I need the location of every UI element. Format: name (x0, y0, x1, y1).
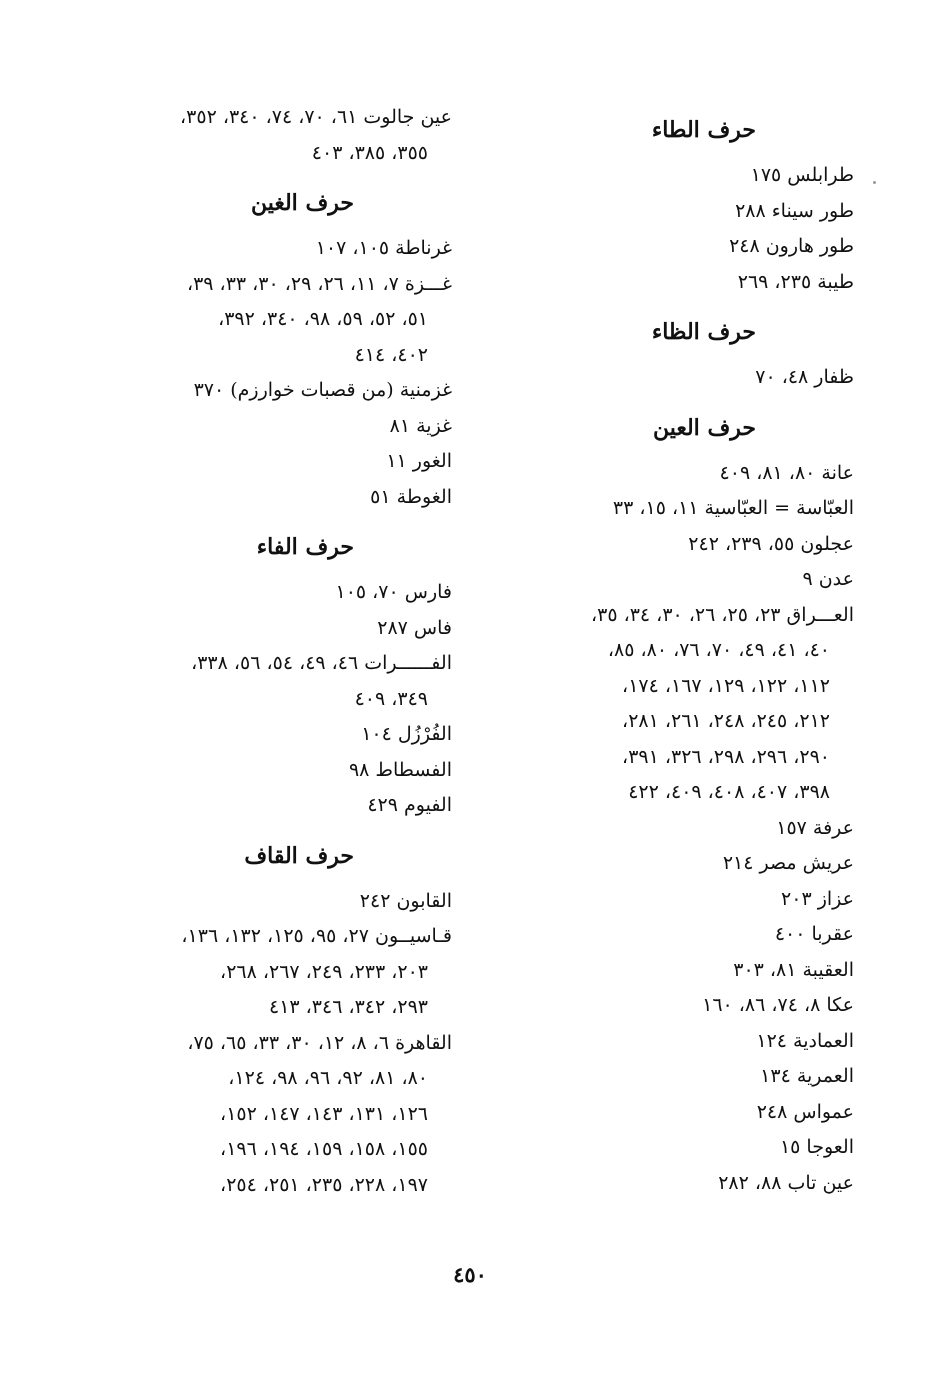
index-entry-line: الفــــــرات ٤٦، ٤٩، ٥٤، ٥٦، ٣٣٨، (191, 652, 452, 674)
index-entry (100, 717, 452, 753)
index-entry (100, 611, 452, 647)
index-entry-continuation: ١٥٥، ١٥٨، ١٥٩، ١٩٤، ١٩٦، (220, 1138, 428, 1160)
index-entry (100, 884, 452, 920)
section-heading: حرف الغين (250, 190, 354, 216)
index-entry (499, 491, 854, 527)
index-entry (499, 1130, 854, 1166)
index-entry-line: العوجا ١٥ (779, 1136, 854, 1158)
page-number: ٤٥٠ (453, 1262, 487, 1287)
index-entry-line: العمادية ١٢٤ (756, 1029, 854, 1052)
index-entry-line: عجلون ٥٥، ٢٣٩، ٢٤٢ (688, 532, 854, 555)
index-entry-continuation: ٢٩٠، ٢٩٦، ٢٩٨، ٣٢٦، ٣٩١، (622, 745, 830, 768)
index-entry-line: قـاسيــون ٢٧، ٩٥، ١٢٥، ١٣٢، ١٣٦، (181, 925, 452, 947)
index-entry (499, 360, 854, 396)
index-column-left (100, 100, 452, 1203)
index-entry-line: الفيوم ٤٢٩ (367, 794, 452, 816)
index-entry-line: غـــزة ٧، ١١، ٢٦، ٢٩، ٣٠، ٣٣، ٣٩، (186, 272, 452, 295)
index-entry (100, 788, 452, 824)
index-entry (499, 1095, 854, 1131)
index-entry-line: عكا ٨، ٧٤، ٨٦، ١٦٠ (702, 994, 854, 1016)
index-entry-line: القابون ٢٤٢ (359, 889, 452, 912)
index-entry-line: العقيبة ٨١، ٣٠٣ (733, 958, 854, 981)
index-entry-continuation: ١٢٦، ١٣١، ١٤٣، ١٤٧، ١٥٢، (220, 1102, 428, 1125)
index-entry (100, 373, 452, 409)
index-entry-line: الغور ١١ (386, 450, 452, 472)
index-entry-continuation: ٣٥٥، ٣٨٥، ٤٠٣ (311, 141, 428, 164)
index-entry-line: عدن ٩ (802, 568, 854, 590)
index-entry-continuation: ٤٠، ٤١، ٤٩، ٧٠، ٧٦، ٨٠، ٨٥، (607, 639, 830, 661)
section-heading: حرف الفاء (256, 534, 354, 560)
index-entry (100, 267, 452, 374)
section-heading: حرف القاف (244, 842, 354, 869)
index-entry (499, 194, 854, 230)
index-entry-line: الفسطاط ٩٨ (348, 758, 452, 781)
index-entry-continuation: ٣٩٨، ٤٠٧، ٤٠٨، ٤٠٩، ٤٢٢ (628, 781, 830, 803)
index-entry-continuation: ٣٤٩، ٤٠٩ (354, 687, 428, 710)
index-entry-continuation: ٨٠، ٨١، ٩٢، ٩٦، ٩٨، ١٢٤، (228, 1067, 428, 1089)
index-entry-line: عمواس ٢٤٨ (756, 1100, 854, 1123)
index-entry (499, 229, 854, 265)
index-entry (499, 527, 854, 563)
index-entry (100, 753, 452, 789)
index-entry-line: عانة ٨٠، ٨١، ٤٠٩ (719, 461, 854, 484)
index-entry (100, 231, 452, 267)
index-entry (100, 1026, 452, 1204)
index-entry-line: الغوطة ٥١ (370, 485, 452, 508)
index-entry-line: العبّاسة = العبّاسية ١١، ١٥، ٣٣ (612, 497, 854, 519)
index-entry-line: عرفة ١٥٧ (776, 816, 854, 839)
index-entry-line: العـــراق ٢٣، ٢٥، ٢٦، ٣٠، ٣٤، ٣٥، (590, 603, 854, 626)
index-entry (100, 100, 452, 171)
index-entry (499, 882, 854, 918)
index-entry (499, 598, 854, 811)
index-entry-line: غزمنية (من قصبات خوارزم) ٣٧٠ (193, 379, 452, 401)
index-entry-line: فارس ٧٠، ١٠٥ (335, 581, 452, 603)
index-entry (499, 562, 854, 598)
index-entry (499, 456, 854, 492)
index-entry-line: طور سيناء ٢٨٨ (735, 199, 854, 222)
index-entry (499, 158, 854, 194)
section-heading: حرف الظاء (651, 319, 756, 345)
index-entry-line: ظفار ٤٨، ٧٠ (755, 366, 854, 388)
index-entry-line: عريش مصر ٢١٤ (722, 852, 854, 874)
index-entry (100, 646, 452, 717)
index-entry-continuation: ٢٩٣، ٣٤٢، ٣٤٦، ٤١٣ (268, 996, 428, 1018)
index-entry-line: عين جالوت ٦١، ٧٠، ٧٤، ٣٤٠، ٣٥٢، (180, 106, 452, 128)
index-entry (499, 1024, 854, 1060)
index-entry (100, 919, 452, 1026)
index-entry (100, 444, 452, 480)
index-entry-line: العمرية ١٣٤ (760, 1065, 854, 1087)
index-entry (499, 988, 854, 1024)
index-entry (499, 265, 854, 301)
index-entry (499, 811, 854, 847)
index-entry-continuation: ٢٠٣، ٢٣٣، ٢٤٩، ٢٦٧، ٢٦٨، (220, 960, 428, 983)
scan-speck (873, 181, 876, 184)
index-entry (499, 1059, 854, 1095)
index-entry-line: طيبة ٢٣٥، ٢٦٩ (737, 270, 854, 293)
index-entry (100, 480, 452, 516)
index-entry-continuation: ١١٢، ١٢٢، ١٢٩، ١٦٧، ١٧٤، (622, 674, 830, 697)
section-heading: حرف الطاء (651, 117, 756, 143)
index-entry-continuation: ٢١٢، ٢٤٥، ٢٤٨، ٢٦١، ٢٨١، (622, 710, 830, 732)
index-entry (499, 953, 854, 989)
index-entry (499, 846, 854, 882)
index-entry (499, 917, 854, 953)
index-entry (100, 409, 452, 445)
index-entry-line: غزية ٨١ (389, 414, 452, 437)
index-entry-line: طور هارون ٢٤٨ (729, 235, 854, 257)
index-entry-continuation: ٤٠٢، ٤١٤ (354, 343, 428, 366)
index-entry-line: عزاز ٢٠٣ (781, 887, 854, 910)
index-entry-line: عقربا ٤٠٠ (774, 923, 854, 945)
index-entry-line: غرناطة ١٠٥، ١٠٧ (315, 237, 452, 259)
index-entry (100, 575, 452, 611)
index-entry-line: طرابلس ١٧٥ (750, 164, 854, 186)
index-entry-line: القاهرة ٦، ٨، ١٢، ٣٠، ٣٣، ٦٥، ٧٥، (187, 1031, 452, 1054)
section-heading: حرف العين (652, 414, 756, 441)
index-column-right (499, 112, 854, 1201)
index-entry-line: فاس ٢٨٧ (377, 616, 452, 639)
index-entry (499, 1166, 854, 1202)
index-entry-continuation: ٥١، ٥٢، ٥٩، ٩٨، ٣٤٠، ٣٩٢، (218, 308, 428, 330)
index-entry-line: الفُرْزُل ١٠٤ (361, 723, 452, 745)
index-entry-line: عين تاب ٨٨، ٢٨٢ (718, 1171, 854, 1194)
index-entry-continuation: ١٩٧، ٢٢٨، ٢٣٥، ٢٥١، ٢٥٤، (220, 1173, 428, 1196)
